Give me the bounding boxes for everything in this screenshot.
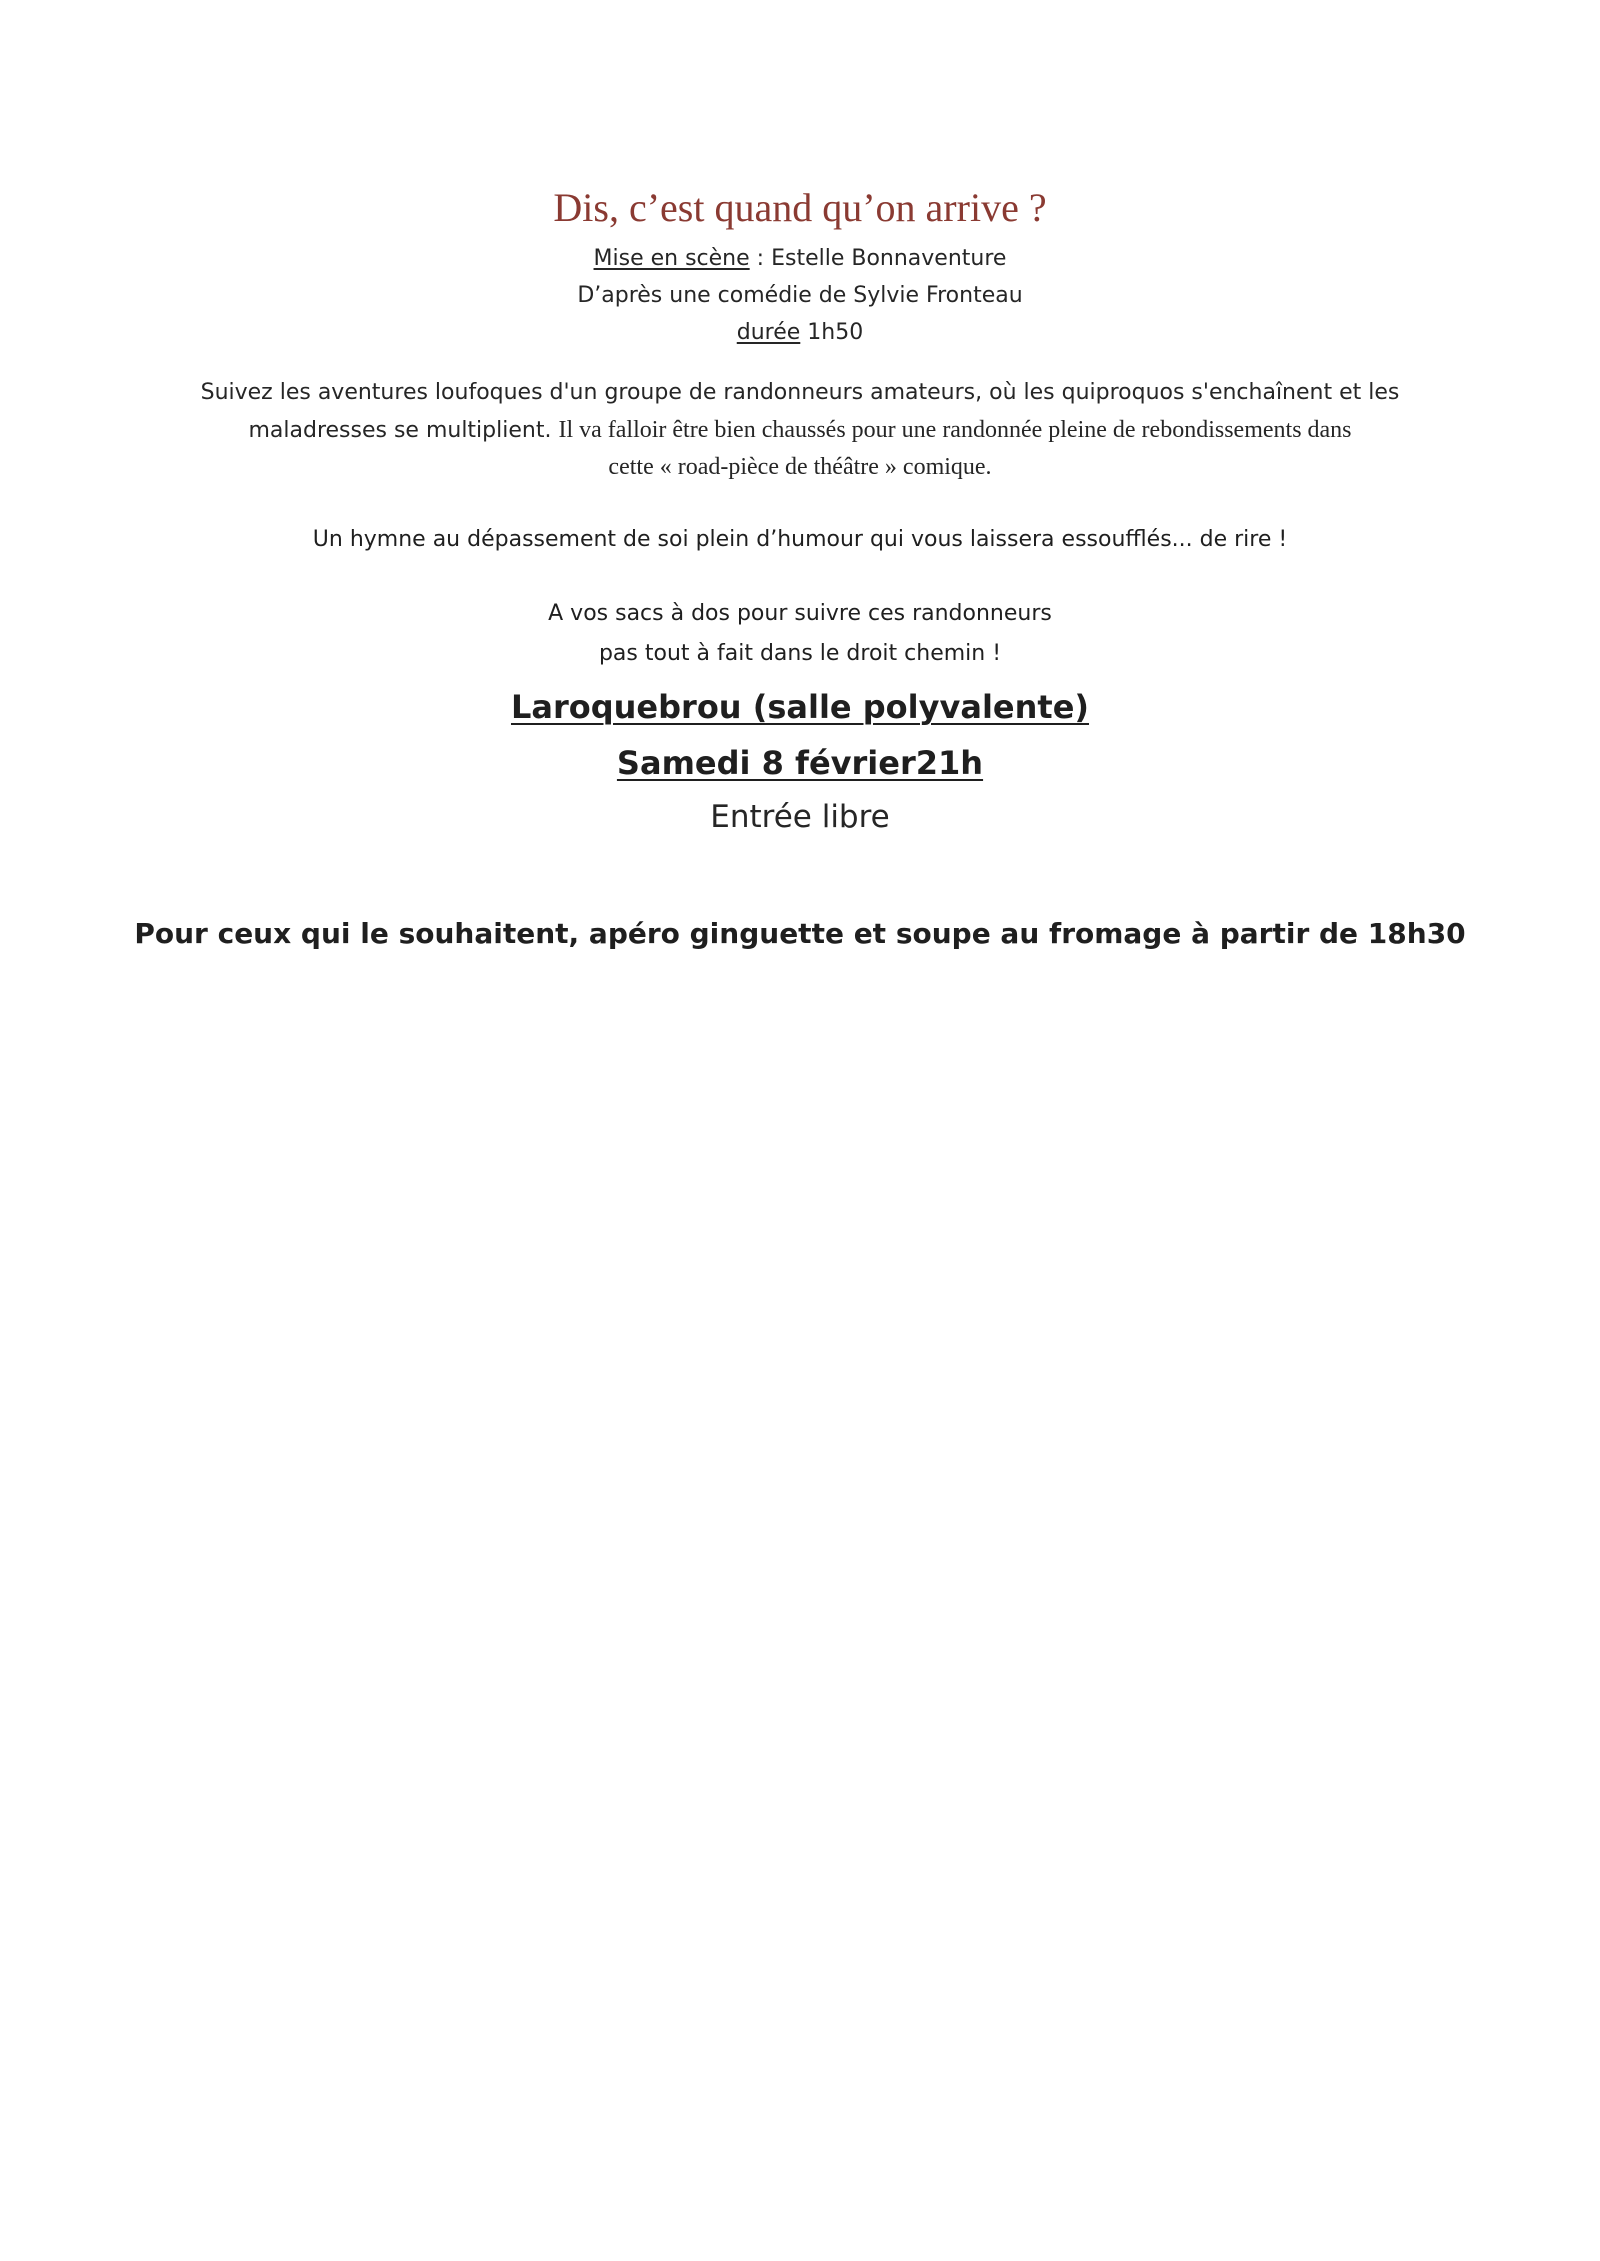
- pre-show-note: Pour ceux qui le souhaitent, apéro ginguette et soupe au fromage à partir de 18h30: [134, 917, 1466, 950]
- description-text-2b: Il va falloir être bien chaussés pour une randonnée pleine de rebondissements dans: [558, 417, 1352, 443]
- duration-value: 1h50: [800, 320, 864, 345]
- description-text-1: Suivez les aventures loufoques d'un groupe de randonneurs amateurs, où les quiproquos s'enchaînent et les: [200, 380, 1400, 405]
- call-to-action-line-1: A vos sacs à dos pour suivre ces randonneurs: [548, 601, 1052, 626]
- tagline: Un hymne au dépassement de soi plein d’humour qui vous laissera essoufflés... de rire !: [312, 527, 1288, 552]
- description-line-2: [0, 416, 1600, 444]
- event-date: Samedi 8 février21h: [616, 744, 984, 782]
- director-label: Mise en scène: [593, 246, 750, 271]
- admission: Entrée libre: [710, 799, 890, 835]
- director-credit: [0, 246, 1600, 271]
- author-credit: D’après une comédie de Sylvie Fronteau: [577, 283, 1023, 308]
- duration-label: durée: [736, 320, 801, 345]
- director-separator: :: [749, 246, 772, 271]
- play-title: Dis, c’est quand qu’on arrive ?: [553, 185, 1047, 230]
- director-name: Estelle Bonnaventure: [771, 246, 1007, 271]
- description-text-3: cette « road-pièce de théâtre » comique.: [608, 454, 992, 480]
- description-text-2a: maladresses se multiplient.: [248, 418, 559, 443]
- call-to-action-line-2: pas tout à fait dans le droit chemin !: [598, 641, 1002, 666]
- description-line-3: [0, 453, 1600, 481]
- description-line-1: [0, 378, 1600, 405]
- venue: Laroquebrou (salle polyvalente): [510, 688, 1090, 726]
- duration: [0, 320, 1600, 345]
